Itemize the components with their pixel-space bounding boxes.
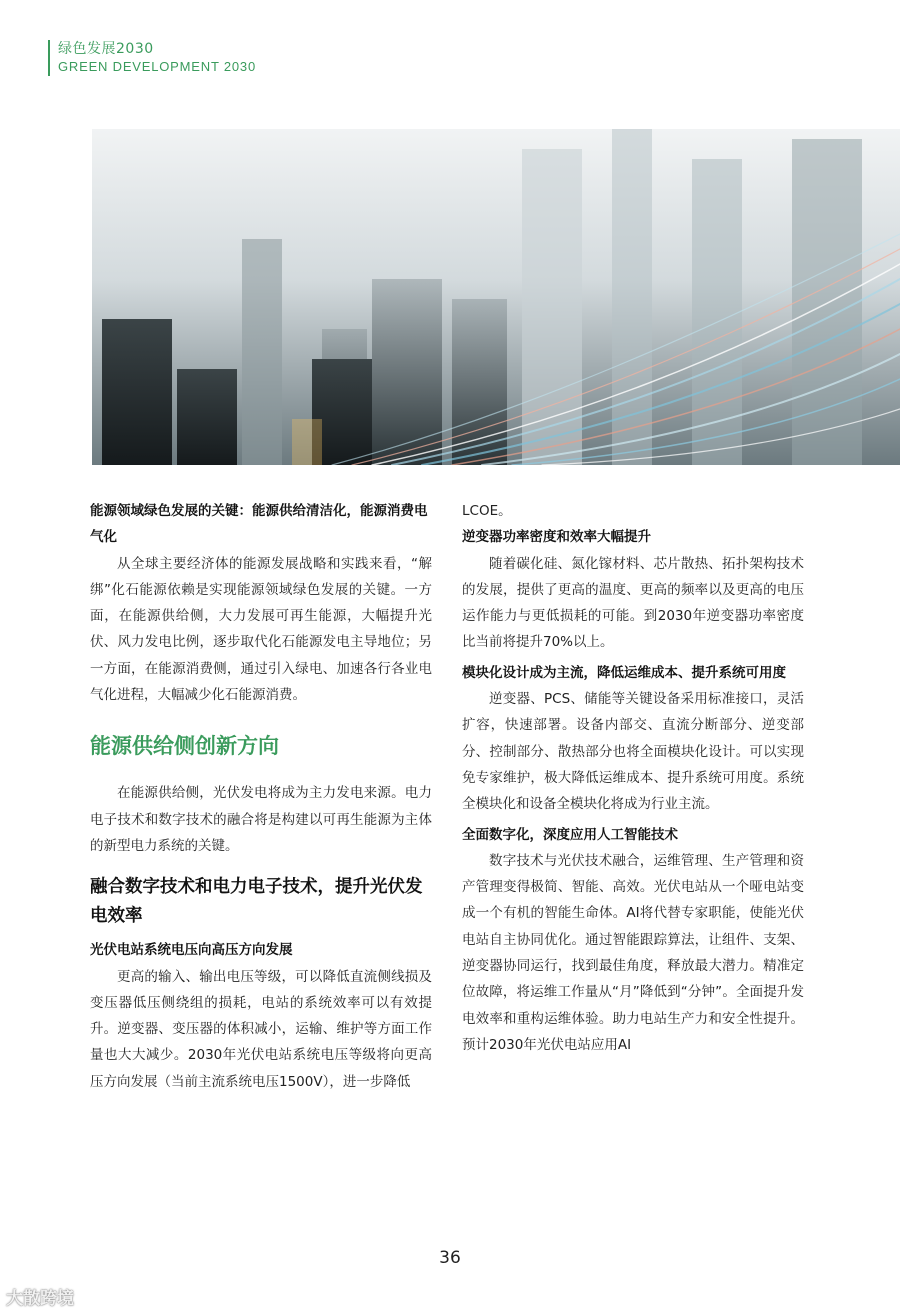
paragraph-modular-design: 逆变器、PCS、储能等关键设备采用标准接口，灵活扩容，快速部署。设备内部交、直流分断部分、逆变部分、控制部分、散热部分也将全面模块化设计。可以实现免专家维护，极大降低运维成本、提升系统可用度。系统全模块化和设备全模块化将成为行业主流。: [462, 691, 804, 813]
heading-digitalization: 全面数字化，深度应用人工智能技术: [462, 826, 678, 843]
paragraph-supply-side: 在能源供给侧，光伏发电将成为主力发电来源。电力电子技术和数字技术的融合将是构建以可再生能源为主体的新型电力系统的关键。: [90, 785, 432, 854]
paragraph-energy-key: 从全球主要经济体的能源发展战略和实践来看，“解绑”化石能源依赖是实现能源领域绿色发展的关键。一方面，在能源供给侧，大力发展可再生能源，大幅提升光伏、风力发电比例，逐步取代化石能源发电主导地位；另一方面，在能源消费侧，通过引入绿电、加速各行各业电气化进程，大幅减少化石能源消费。: [90, 555, 432, 704]
header-title-en: GREEN DEVELOPMENT 2030: [58, 59, 256, 74]
header-title-cn: 绿色发展2030: [58, 41, 154, 57]
heading-energy-key: 能源领域绿色发展的关键：能源供给清洁化，能源消费电气化: [90, 503, 428, 546]
right-column: [462, 498, 804, 1058]
city-light-trails-illustration: [92, 129, 900, 465]
subsection-title-digital-power: 融合数字技术和电力电子技术，提升光伏发电效率: [90, 877, 423, 927]
hero-city-image: [92, 129, 900, 465]
section-title-supply-side: 能源供给侧创新方向: [90, 734, 279, 759]
heading-modular-design: 模块化设计成为主流，降低运维成本、提升系统可用度: [462, 664, 786, 681]
heading-high-voltage: 光伏电站系统电压向高压方向发展: [90, 942, 293, 959]
page-number: 36: [439, 1248, 461, 1268]
running-header: [48, 40, 256, 76]
heading-inverter-density: 逆变器功率密度和效率大幅提升: [462, 529, 651, 546]
paragraph-high-voltage: 更高的输入、输出电压等级，可以降低直流侧线损及变压器低压侧绕组的损耗，电站的系统效率可以有效提升。逆变器、变压器的体积减小，运输、维护等方面工作量也大大减少。2030年光伏电站系统电压等级将向更高压方向发展（当前主流系统电压1500V），进一步降低: [90, 968, 432, 1090]
left-column: [90, 498, 432, 1095]
paragraph-inverter-density: 随着碳化硅、氮化镓材料、芯片散热、拓扑架构技术的发展，提供了更高的温度、更高的频率以及更高的电压运作能力与更低损耗的可能。到2030年逆变器功率密度比当前将提升70%以上。: [462, 555, 804, 651]
watermark-logo: 大散跨境: [6, 1289, 74, 1309]
paragraph-digitalization: 数字技术与光伏技术融合，运维管理、生产管理和资产管理变得极简、智能、高效。光伏电站从一个哑电站变成一个有机的智能生命体。AI将代替专家职能，使能光伏电站自主协同优化。通过智能跟踪算法，让组件、支架、逆变器协同运行，找到最佳角度，释放最大潜力。精准定位故障，将运维工作量从“月”降低到“分钟”。全面提升发电效率和重构运维体验。助力电站生产力和安全性提升。预计2030年光伏电站应用AI: [462, 852, 804, 1053]
paragraph-continuation: LCOE。: [462, 503, 512, 519]
